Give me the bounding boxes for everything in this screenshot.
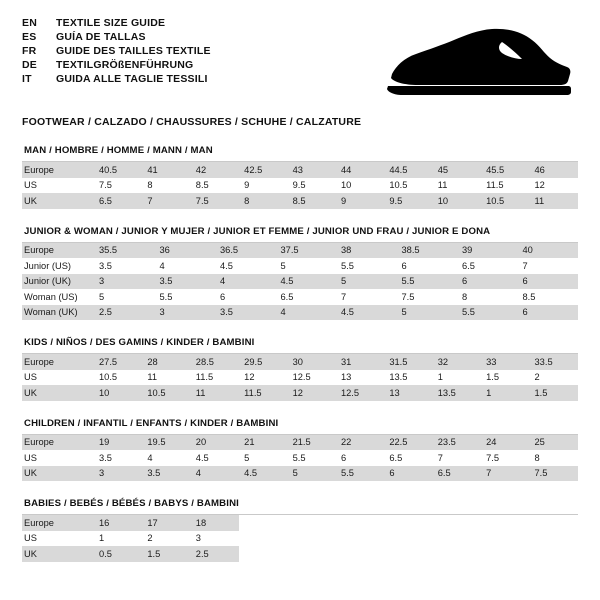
cell: 6.5 <box>384 450 432 466</box>
cell-empty <box>336 515 384 531</box>
cell: 6.5 <box>433 466 481 482</box>
table-row <box>22 289 578 305</box>
cell: 20 <box>191 435 239 451</box>
cell: 11 <box>433 178 481 194</box>
cell: 3.5 <box>155 274 216 290</box>
cell: 10.5 <box>481 193 529 209</box>
cell: 39 <box>457 243 518 259</box>
row-label: Woman (UK) <box>22 305 94 321</box>
cell: 6 <box>336 450 384 466</box>
cell: 33 <box>481 354 529 370</box>
cell-empty <box>481 546 529 562</box>
cell: 9.5 <box>288 178 336 194</box>
size-group-junior-woman <box>22 226 578 321</box>
cell: 7.5 <box>191 193 239 209</box>
cell: 2 <box>142 531 190 547</box>
cell-empty <box>288 515 336 531</box>
cell: 22 <box>336 435 384 451</box>
cell: 5 <box>288 466 336 482</box>
group-title: JUNIOR & WOMAN / JUNIOR Y MUJER / JUNIOR ET FEMME / JUNIOR UND FRAU / JUNIOR E DONA <box>22 226 578 243</box>
table-row <box>22 178 578 194</box>
cell-empty <box>530 546 578 562</box>
cell: 3.5 <box>94 450 142 466</box>
cell: 21 <box>239 435 287 451</box>
cell: 11.5 <box>481 178 529 194</box>
cell: 10.5 <box>142 385 190 401</box>
cell: 8 <box>457 289 518 305</box>
cell-empty <box>384 531 432 547</box>
cell: 12 <box>239 370 287 386</box>
cell: 38 <box>336 243 397 259</box>
table-row <box>22 258 578 274</box>
cell-empty <box>530 515 578 531</box>
language-title: GUIDE DES TAILLES TEXTILE <box>56 45 211 57</box>
size-group-kids <box>22 337 578 401</box>
cell-empty <box>288 546 336 562</box>
cell: 8.5 <box>518 289 579 305</box>
cell: 11.5 <box>191 370 239 386</box>
cell: 31.5 <box>384 354 432 370</box>
cell: 4.5 <box>215 258 276 274</box>
cell: 33.5 <box>530 354 578 370</box>
row-label: Junior (US) <box>22 258 94 274</box>
table-row <box>22 243 578 259</box>
row-label: US <box>22 178 94 194</box>
size-group-babies <box>22 498 578 562</box>
cell: 43 <box>288 162 336 178</box>
size-table <box>22 354 578 401</box>
table-row <box>22 546 578 562</box>
cell: 6 <box>384 466 432 482</box>
cell: 1.5 <box>530 385 578 401</box>
cell: 13 <box>384 385 432 401</box>
cell-empty <box>239 546 287 562</box>
cell: 8.5 <box>288 193 336 209</box>
cell: 17 <box>142 515 190 531</box>
cell: 3 <box>94 274 155 290</box>
cell: 19.5 <box>142 435 190 451</box>
language-title: GUIDA ALLE TAGLIE TESSILI <box>56 73 208 85</box>
cell: 7 <box>336 289 397 305</box>
cell-empty <box>433 515 481 531</box>
size-table <box>22 435 578 482</box>
cell: 6 <box>457 274 518 290</box>
cell-empty <box>433 531 481 547</box>
cell: 6.5 <box>276 289 337 305</box>
language-row <box>22 60 211 74</box>
table-row <box>22 531 578 547</box>
table-row <box>22 466 578 482</box>
cell: 3.5 <box>142 466 190 482</box>
cell: 41 <box>142 162 190 178</box>
cell: 6 <box>518 305 579 321</box>
row-label: UK <box>22 546 94 562</box>
cell: 10.5 <box>384 178 432 194</box>
cell: 3 <box>191 531 239 547</box>
cell: 35.5 <box>94 243 155 259</box>
row-label: US <box>22 370 94 386</box>
cell: 11.5 <box>239 385 287 401</box>
language-row <box>22 46 211 60</box>
group-title: KIDS / NIÑOS / DES GAMINS / KINDER / BAMBINI <box>22 337 578 354</box>
cell: 7 <box>518 258 579 274</box>
table-row <box>22 305 578 321</box>
cell: 3 <box>155 305 216 321</box>
table-row <box>22 193 578 209</box>
cell: 1 <box>94 531 142 547</box>
cell: 6.5 <box>94 193 142 209</box>
table-row <box>22 274 578 290</box>
cell: 7.5 <box>397 289 458 305</box>
cell: 4.5 <box>191 450 239 466</box>
cell: 6.5 <box>457 258 518 274</box>
table-row <box>22 370 578 386</box>
cell: 8 <box>530 450 578 466</box>
cell: 45 <box>433 162 481 178</box>
cell-empty <box>481 515 529 531</box>
language-title: GUÍA DE TALLAS <box>56 31 146 43</box>
row-label: UK <box>22 385 94 401</box>
cell-empty <box>288 531 336 547</box>
cell-empty <box>481 531 529 547</box>
row-label: US <box>22 531 94 547</box>
language-code: FR <box>22 45 37 57</box>
language-title: TEXTILE SIZE GUIDE <box>56 17 166 29</box>
cell: 6 <box>518 274 579 290</box>
cell: 44 <box>336 162 384 178</box>
cell: 36.5 <box>215 243 276 259</box>
row-label: UK <box>22 193 94 209</box>
size-group-children <box>22 418 578 482</box>
cell: 22.5 <box>384 435 432 451</box>
cell: 40 <box>518 243 579 259</box>
cell: 12 <box>288 385 336 401</box>
cell: 42.5 <box>239 162 287 178</box>
cell-empty <box>384 515 432 531</box>
cell: 5.5 <box>336 258 397 274</box>
cell: 11 <box>142 370 190 386</box>
cell: 5.5 <box>336 466 384 482</box>
cell: 3 <box>94 466 142 482</box>
size-table <box>22 515 578 562</box>
cell: 7 <box>433 450 481 466</box>
language-row <box>22 32 211 46</box>
cell: 44.5 <box>384 162 432 178</box>
row-label: Junior (UK) <box>22 274 94 290</box>
cell: 5 <box>239 450 287 466</box>
language-code: DE <box>22 59 37 71</box>
row-label: Europe <box>22 435 94 451</box>
cell-empty <box>530 531 578 547</box>
cell: 9 <box>336 193 384 209</box>
cell: 42 <box>191 162 239 178</box>
cell: 7.5 <box>94 178 142 194</box>
table-row <box>22 450 578 466</box>
cell: 10.5 <box>94 370 142 386</box>
cell: 4 <box>191 466 239 482</box>
cell: 5.5 <box>155 289 216 305</box>
table-row <box>22 435 578 451</box>
cell: 28 <box>142 354 190 370</box>
cell: 1.5 <box>142 546 190 562</box>
table-row <box>22 162 578 178</box>
group-title: CHILDREN / INFANTIL / ENFANTS / KINDER / BAMBINI <box>22 418 578 435</box>
page-header <box>22 18 578 106</box>
cell: 4.5 <box>239 466 287 482</box>
cell: 5.5 <box>288 450 336 466</box>
cell: 3.5 <box>94 258 155 274</box>
cell: 2.5 <box>191 546 239 562</box>
cell-empty <box>239 515 287 531</box>
cell: 5.5 <box>457 305 518 321</box>
cell: 7.5 <box>481 450 529 466</box>
row-label: Europe <box>22 515 94 531</box>
cell: 30 <box>288 354 336 370</box>
cell: 4.5 <box>276 274 337 290</box>
cell: 8 <box>239 193 287 209</box>
cell: 8 <box>142 178 190 194</box>
cell-empty <box>336 531 384 547</box>
cell: 38.5 <box>397 243 458 259</box>
cell: 29.5 <box>239 354 287 370</box>
cell: 40.5 <box>94 162 142 178</box>
cell: 10 <box>336 178 384 194</box>
cell: 4 <box>215 274 276 290</box>
size-table <box>22 243 578 321</box>
cell: 7 <box>142 193 190 209</box>
language-code: IT <box>22 73 32 85</box>
cell: 5 <box>397 305 458 321</box>
size-group-man <box>22 145 578 209</box>
cell: 24 <box>481 435 529 451</box>
cell: 13 <box>336 370 384 386</box>
row-label: Europe <box>22 354 94 370</box>
cell: 27.5 <box>94 354 142 370</box>
cell: 8.5 <box>191 178 239 194</box>
table-row <box>22 385 578 401</box>
row-label: Europe <box>22 162 94 178</box>
row-label: US <box>22 450 94 466</box>
cell: 19 <box>94 435 142 451</box>
cell: 4 <box>276 305 337 321</box>
cell: 0.5 <box>94 546 142 562</box>
cell: 5 <box>336 274 397 290</box>
cell: 4.5 <box>336 305 397 321</box>
cell: 1 <box>481 385 529 401</box>
cell: 31 <box>336 354 384 370</box>
row-label: Woman (US) <box>22 289 94 305</box>
cell: 23.5 <box>433 435 481 451</box>
cell: 2 <box>530 370 578 386</box>
table-row <box>22 354 578 370</box>
size-table <box>22 162 578 209</box>
cell: 21.5 <box>288 435 336 451</box>
cell: 12.5 <box>336 385 384 401</box>
cell-empty <box>384 546 432 562</box>
cell: 1.5 <box>481 370 529 386</box>
cell: 10 <box>433 193 481 209</box>
cell: 1 <box>433 370 481 386</box>
cell: 12 <box>530 178 578 194</box>
cell: 25 <box>530 435 578 451</box>
cell: 5.5 <box>397 274 458 290</box>
language-row <box>22 74 211 88</box>
cell: 28.5 <box>191 354 239 370</box>
cell: 12.5 <box>288 370 336 386</box>
cell: 36 <box>155 243 216 259</box>
group-title: MAN / HOMBRE / HOMME / MANN / MAN <box>22 145 578 162</box>
group-title: BABIES / BEBÉS / BÉBÉS / BABYS / BAMBINI <box>22 498 578 515</box>
cell: 9 <box>239 178 287 194</box>
cell: 5 <box>276 258 337 274</box>
row-label: Europe <box>22 243 94 259</box>
cell: 5 <box>94 289 155 305</box>
cell: 11 <box>530 193 578 209</box>
cell: 18 <box>191 515 239 531</box>
cell: 16 <box>94 515 142 531</box>
row-label: UK <box>22 466 94 482</box>
footwear-section-title: FOOTWEAR / CALZADO / CHAUSSURES / SCHUHE / CALZATURE <box>22 116 362 128</box>
cell: 10 <box>94 385 142 401</box>
language-code: ES <box>22 31 37 43</box>
cell: 37.5 <box>276 243 337 259</box>
cell: 32 <box>433 354 481 370</box>
cell-empty <box>433 546 481 562</box>
cell: 6 <box>397 258 458 274</box>
language-code: EN <box>22 17 37 29</box>
cell-empty <box>239 531 287 547</box>
language-row <box>22 18 211 32</box>
cell: 3.5 <box>215 305 276 321</box>
cell-empty <box>336 546 384 562</box>
cell: 46 <box>530 162 578 178</box>
dress-shoe-icon <box>382 26 572 104</box>
cell: 7.5 <box>530 466 578 482</box>
cell: 4 <box>142 450 190 466</box>
cell: 13.5 <box>433 385 481 401</box>
cell: 11 <box>191 385 239 401</box>
cell: 7 <box>481 466 529 482</box>
language-title-list <box>22 18 211 88</box>
cell: 13.5 <box>384 370 432 386</box>
table-row <box>22 515 578 531</box>
cell: 9.5 <box>384 193 432 209</box>
cell: 2.5 <box>94 305 155 321</box>
cell: 4 <box>155 258 216 274</box>
cell: 45.5 <box>481 162 529 178</box>
cell: 6 <box>215 289 276 305</box>
language-title: TEXTILGRÖßENFÜHRUNG <box>56 59 194 71</box>
